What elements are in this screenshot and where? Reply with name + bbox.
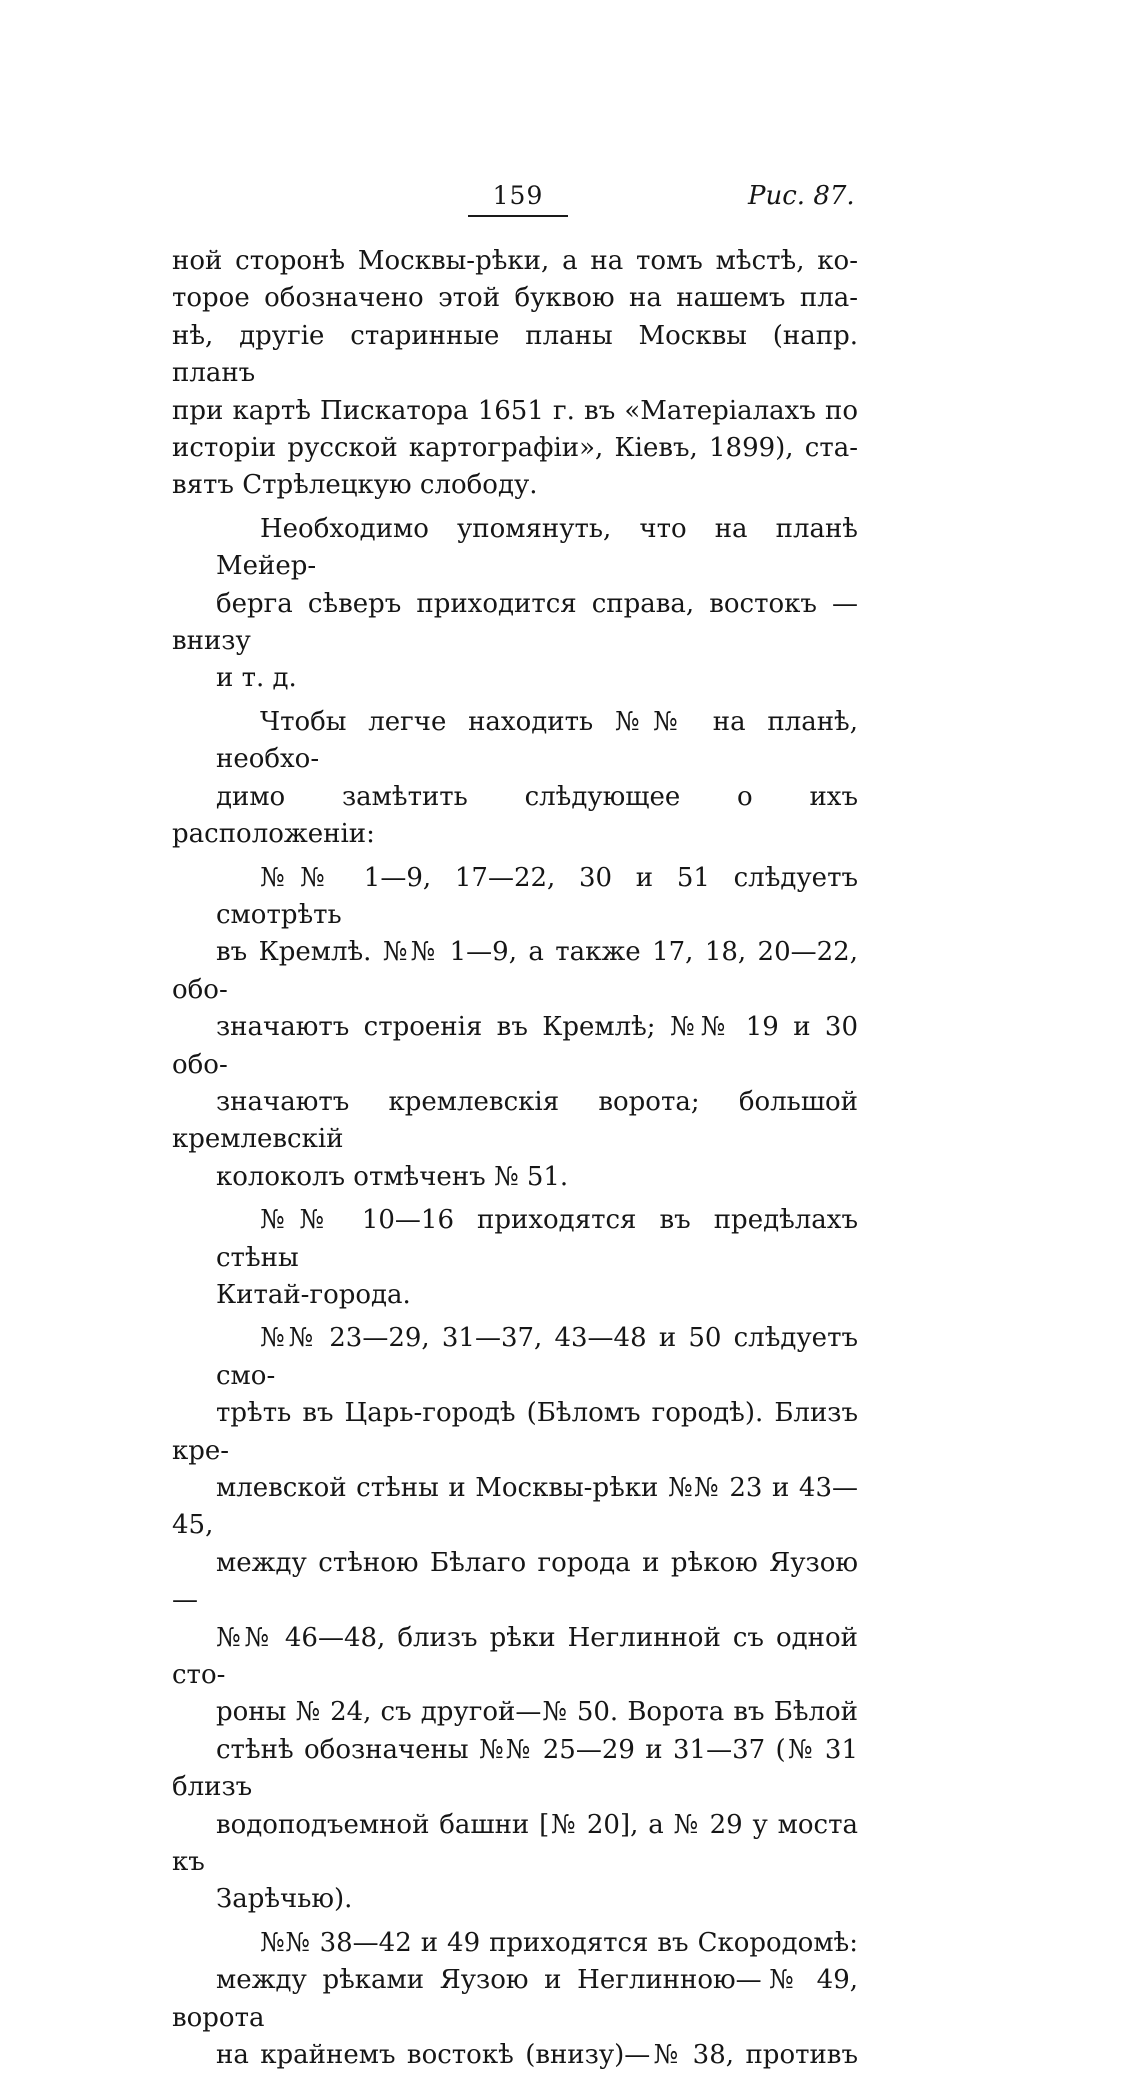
- text-line: ной сторонѣ Москвы-рѣки, а на томъ мѣстѣ, ко-: [172, 246, 858, 276]
- text-line: между рѣками Яузою и Неглинною—№ 49, ворота: [172, 1965, 858, 2033]
- text-line: значаютъ кремлевскія ворота; большой кремлевскій: [172, 1086, 858, 1155]
- figure-reference: Рис. 87.: [748, 181, 855, 211]
- paragraph: [172, 860, 858, 1197]
- text-line: Китай-города.: [216, 1279, 411, 1310]
- body-text: [172, 243, 858, 2081]
- text-line: исторіи русской картографіи», Кіевъ, 1899), ста-: [172, 433, 858, 464]
- paragraph: [172, 704, 858, 854]
- text-line: стѣнѣ обозначены №№ 25—29 и 31—37 (№ 31 близъ: [172, 1734, 858, 1803]
- text-line: значаютъ строенія въ Кремлѣ; №№ 19 и 30 обо-: [172, 1012, 858, 1080]
- text-line: №№ 46—48, близъ рѣки Неглинной съ одной сто-: [172, 1622, 858, 1691]
- text-line: берга сѣверъ приходится справа, востокъ — внизу: [172, 588, 858, 657]
- text-line: Необходимо упомянуть, что на планѣ Мейер-: [216, 513, 858, 582]
- text-line: трѣть въ Царь-городѣ (Бѣломъ городѣ). Близъ кре-: [172, 1398, 858, 1466]
- text-line: димо замѣтить слѣдующее о ихъ расположеніи:: [172, 781, 858, 850]
- text-line: на крайнемъ востокѣ (внизу)—№ 38, противъ: [216, 2040, 858, 2071]
- text-line: вятъ Стрѣлецкую слободу.: [172, 470, 538, 501]
- text-line: торое обозначено этой буквою на нашемъ пла-: [172, 283, 858, 314]
- text-line: Зарѣчью).: [216, 1884, 353, 1915]
- paragraph: [172, 511, 858, 698]
- page-number: 159: [492, 181, 544, 210]
- text-line: роны № 24, съ другой—№ 50. Ворота въ Бѣлой: [216, 1697, 858, 1728]
- text-line: млевской стѣны и Москвы-рѣки №№ 23 и 43—45,: [172, 1473, 858, 1541]
- text-line: Чтобы легче находить №№ на планѣ, необхо-: [216, 706, 858, 775]
- paragraph: [172, 1320, 858, 1919]
- text-line: №№ 10—16 приходятся въ предѣлахъ стѣны: [216, 1205, 858, 1273]
- text-line: между стѣною Бѣлаго города и рѣкою Яузою—: [172, 1547, 858, 1616]
- paragraph: [172, 1925, 858, 2075]
- text-line: при картѣ Пискатора 1651 г. въ «Матеріалахъ по: [172, 395, 858, 426]
- paragraph: [172, 243, 858, 505]
- text-line: №№ 38—42 и 49 приходятся въ Скородомѣ:: [260, 1927, 858, 1958]
- text-line: въ Кремлѣ. №№ 1—9, а также 17, 18, 20—22, обо-: [172, 937, 858, 1005]
- text-line: №№ 1—9, 17—22, 30 и 51 слѣдуетъ смотрѣть: [216, 862, 858, 930]
- paragraph: [172, 1202, 858, 1314]
- page-number-rule: [468, 215, 568, 217]
- text-line: нѣ, другіе старинные планы Москвы (напр. планъ: [172, 320, 858, 389]
- text-line: и т. д.: [216, 663, 297, 694]
- text-line: водоподъемной башни [№ 20], а № 29 у моста къ: [172, 1809, 858, 1878]
- text-line: №№ 23—29, 31—37, 43—48 и 50 слѣдуетъ смо-: [216, 1323, 858, 1391]
- text-line: колоколъ отмѣченъ № 51.: [216, 1161, 569, 1192]
